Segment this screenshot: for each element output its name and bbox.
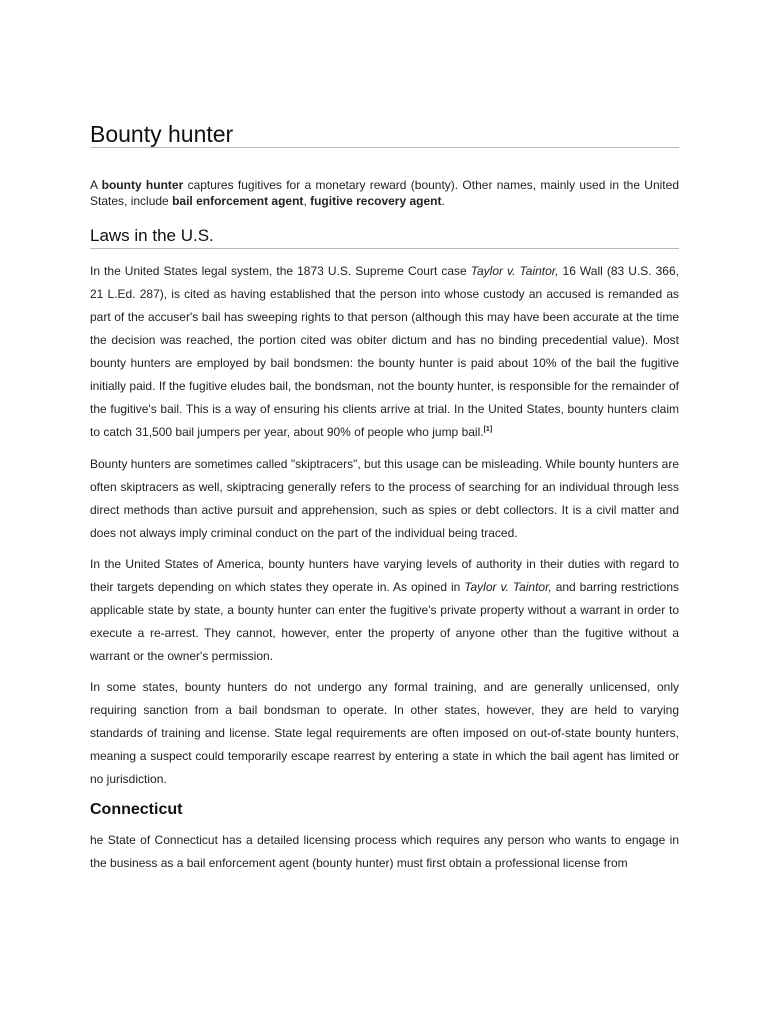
case-name: Taylor v. Taintor, bbox=[470, 264, 559, 278]
reference-link[interactable]: [1] bbox=[483, 426, 493, 433]
section-heading-connecticut: Connecticut bbox=[90, 801, 183, 818]
laws-paragraph-1: In the United States legal system, the 1873 U.S. Supreme Court case Taylor v. Taintor, 16 Wall (83 U.S. 366, 21 L.Ed. 287), is cited as having established that the person into whose custody an accused is remanded as part of the accuser's bail has sweeping rights to that person (although this may have been accurate at the time the decision was reached, the portion cited was obiter dictum and has no binding precedential value). Most bounty hunters are employed by bail bondsmen: the bounty hunter is paid about 10% of the bail the fugitive initially paid. If the fugitive eludes bail, the bondsman, not the bounty hunter, is responsible for the remainder of the fugitive's bail. This is a way of ensuring his clients arrive at trial. In the United States, bounty hunters claim to catch 31,500 bail jumpers per year, about 90% of people who jump bail.[1] bbox=[90, 264, 679, 439]
laws-paragraph-3: In the United States of America, bounty hunters have varying levels of authority in their duties with regard to their targets depending on which states they operate in. As opined in Taylor v. Taintor, and barring restrictions applicable state by state, a bounty hunter can enter the fugitive's private property without a warrant in order to execute a re-arrest. They cannot, however, enter the property of anyone other than the fugitive without a warrant or the owner's permission. bbox=[90, 557, 679, 663]
section-heading-laws: Laws in the U.S. bbox=[90, 226, 214, 245]
page-title: Bounty hunter bbox=[90, 121, 234, 147]
intro-paragraph: A bounty hunter captures fugitives for a monetary reward (bounty). Other names, mainly used in the United States, include bail enforcement agent, fugitive recovery agent. bbox=[90, 178, 679, 208]
connecticut-paragraph-1: he State of Connecticut has a detailed licensing process which requires any person who wants to engage in the business as a bail enforcement agent (bounty hunter) must first obtain a professional license from bbox=[90, 833, 679, 870]
section-body bbox=[90, 260, 679, 883]
term-bounty-hunter: bounty hunter bbox=[101, 178, 184, 192]
case-name: Taylor v. Taintor, bbox=[464, 580, 552, 594]
term-bail-enforcement-agent: bail enforcement agent bbox=[172, 194, 304, 208]
laws-paragraph-2: Bounty hunters are sometimes called "skiptracers", but this usage can be misleading. While bounty hunters are often skiptracers as well, skiptracing generally refers to the process of searching for an individual through less direct methods than active pursuit and apprehension, such as spies or debt collectors. It is a civil matter and does not always imply criminal conduct on the part of the individual being traced. bbox=[90, 457, 679, 540]
laws-paragraph-4: In some states, bounty hunters do not undergo any formal training, and are generally unlicensed, only requiring sanction from a bail bondsman to operate. In other states, however, they are held to varying standards of training and license. State legal requirements are often imposed on out-of-state bounty hunters, meaning a suspect could temporarily escape rearrest by entering a state in which the bail agent has limited or no jurisdiction. bbox=[90, 680, 679, 786]
title-divider bbox=[90, 147, 679, 148]
term-fugitive-recovery-agent: fugitive recovery agent bbox=[310, 194, 442, 208]
section-divider bbox=[90, 248, 679, 249]
